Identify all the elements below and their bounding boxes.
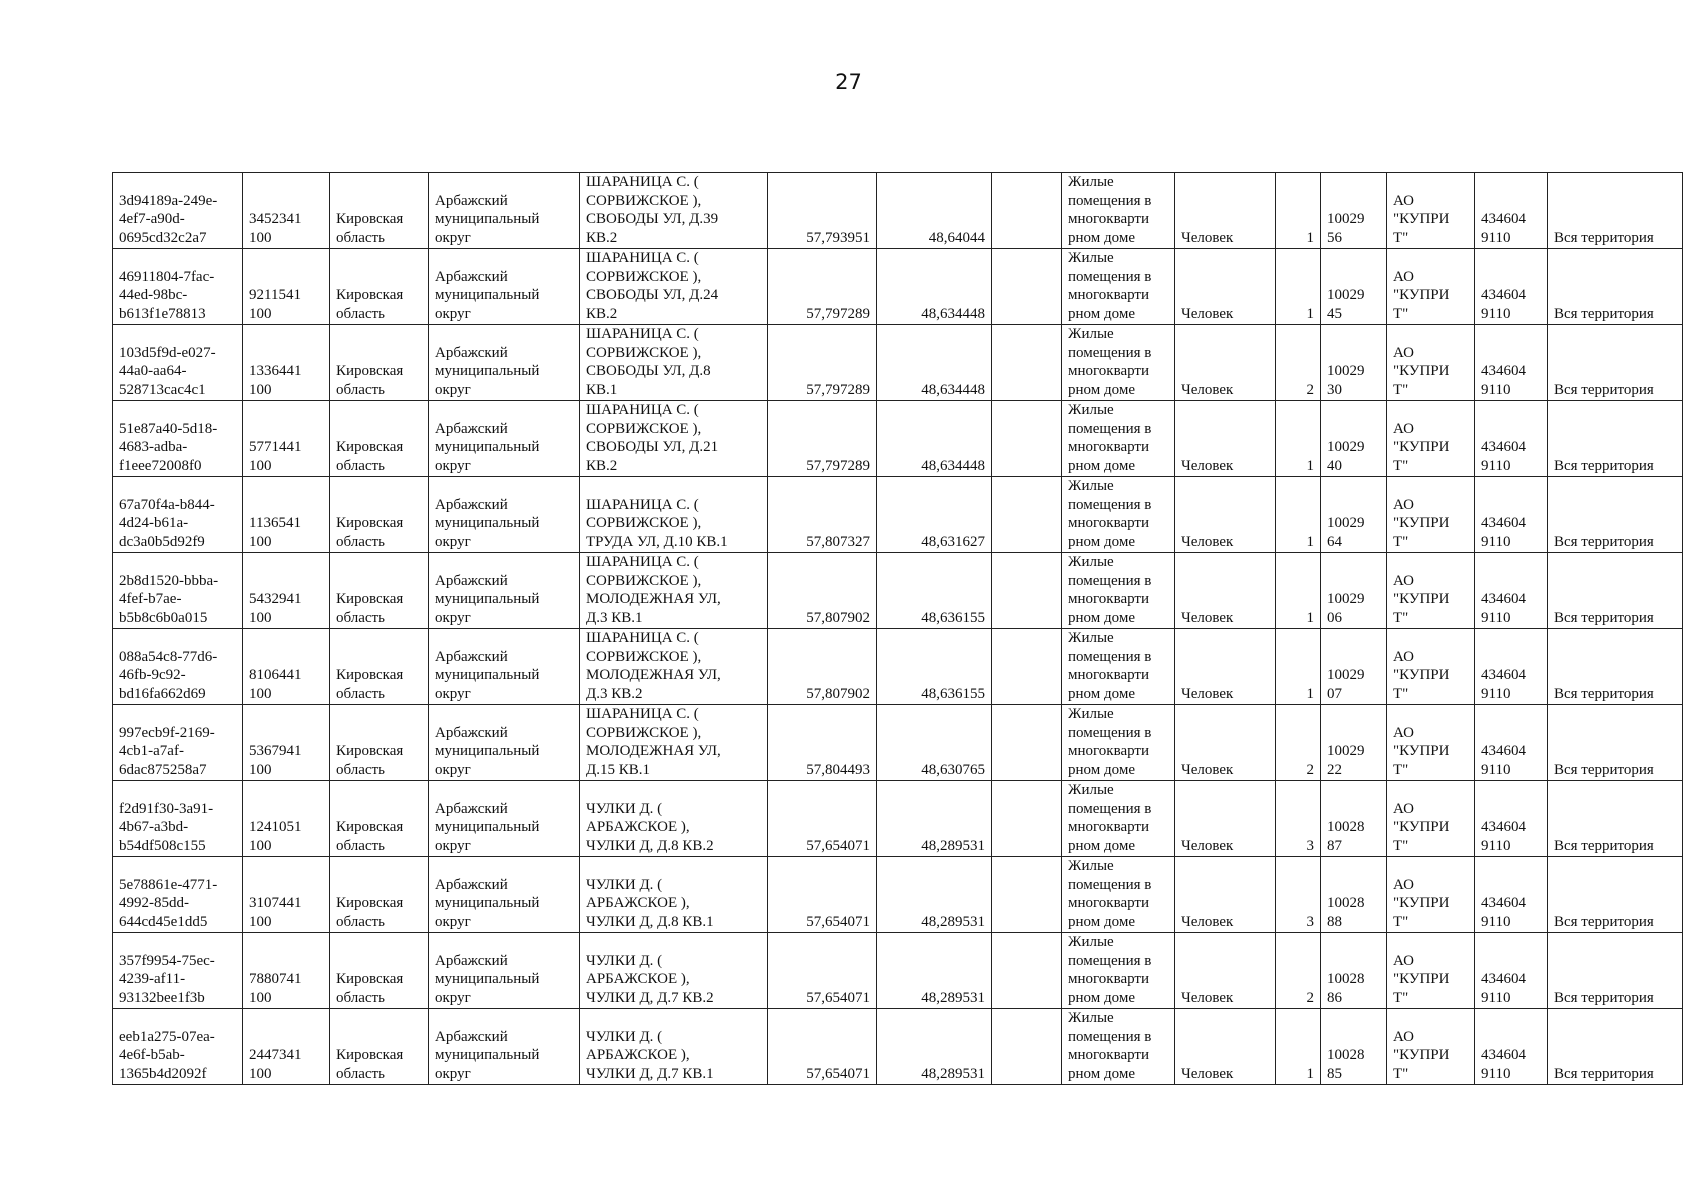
cell-unit: Человек xyxy=(1175,933,1276,1009)
cell-territory: Вся территория xyxy=(1548,173,1683,249)
cell-inn: 434604 9110 xyxy=(1475,705,1548,781)
cell-record-id: 088a54c8-77d6- 46fb-9c92- bd16fa662d69 xyxy=(113,629,243,705)
cell-longitude: 48,630765 xyxy=(877,705,992,781)
cell-region: Кировская область xyxy=(330,933,429,1009)
cell-premises-type: Жилые помещения в многокварти рном доме xyxy=(1062,325,1175,401)
cell-territory: Вся территория xyxy=(1548,325,1683,401)
cell-unit: Человек xyxy=(1175,173,1276,249)
cell-premises-type: Жилые помещения в многокварти рном доме xyxy=(1062,705,1175,781)
cell-region: Кировская область xyxy=(330,249,429,325)
cell-count: 2 xyxy=(1276,933,1321,1009)
cell-premises-type: Жилые помещения в многокварти рном доме xyxy=(1062,401,1175,477)
cell-organization: АО "КУПРИ Т" xyxy=(1387,857,1475,933)
cell-object-code: 7880741 100 xyxy=(243,933,330,1009)
cell-object-code: 8106441 100 xyxy=(243,629,330,705)
cell-code: 10029 40 xyxy=(1321,401,1387,477)
cell-inn: 434604 9110 xyxy=(1475,933,1548,1009)
table-row xyxy=(113,477,1683,553)
cell-premises-type: Жилые помещения в многокварти рном доме xyxy=(1062,553,1175,629)
cell-address: ЧУЛКИ Д. ( АРБАЖСКОЕ ), ЧУЛКИ Д, Д.7 КВ.1 xyxy=(580,1009,768,1085)
cell-code: 10028 88 xyxy=(1321,857,1387,933)
cell-address: ШАРАНИЦА С. ( СОРВИЖСКОЕ ), СВОБОДЫ УЛ, Д.21 КВ.2 xyxy=(580,401,768,477)
cell-latitude: 57,793951 xyxy=(768,173,877,249)
cell-territory: Вся территория xyxy=(1548,629,1683,705)
cell-premises-type: Жилые помещения в многокварти рном доме xyxy=(1062,933,1175,1009)
cell-empty-col xyxy=(992,173,1062,249)
cell-unit: Человек xyxy=(1175,325,1276,401)
cell-count: 2 xyxy=(1276,705,1321,781)
cell-latitude: 57,654071 xyxy=(768,933,877,1009)
cell-inn: 434604 9110 xyxy=(1475,325,1548,401)
cell-record-id: 51e87a40-5d18- 4683-adba- f1eee72008f0 xyxy=(113,401,243,477)
table-row xyxy=(113,629,1683,705)
cell-longitude: 48,289531 xyxy=(877,857,992,933)
cell-inn: 434604 9110 xyxy=(1475,401,1548,477)
cell-inn: 434604 9110 xyxy=(1475,1009,1548,1085)
cell-latitude: 57,807902 xyxy=(768,629,877,705)
cell-empty-col xyxy=(992,401,1062,477)
cell-address: ЧУЛКИ Д. ( АРБАЖСКОЕ ), ЧУЛКИ Д, Д.8 КВ.2 xyxy=(580,781,768,857)
cell-longitude: 48,64044 xyxy=(877,173,992,249)
cell-premises-type: Жилые помещения в многокварти рном доме xyxy=(1062,781,1175,857)
cell-district: Арбажский муниципальный округ xyxy=(429,553,580,629)
cell-code: 10028 85 xyxy=(1321,1009,1387,1085)
table-row xyxy=(113,1009,1683,1085)
cell-object-code: 5367941 100 xyxy=(243,705,330,781)
cell-territory: Вся территория xyxy=(1548,781,1683,857)
cell-address: ШАРАНИЦА С. ( СОРВИЖСКОЕ ), ТРУДА УЛ, Д.10 КВ.1 xyxy=(580,477,768,553)
cell-longitude: 48,631627 xyxy=(877,477,992,553)
cell-district: Арбажский муниципальный округ xyxy=(429,1009,580,1085)
cell-district: Арбажский муниципальный округ xyxy=(429,249,580,325)
cell-count: 2 xyxy=(1276,325,1321,401)
cell-organization: АО "КУПРИ Т" xyxy=(1387,173,1475,249)
cell-address: ШАРАНИЦА С. ( СОРВИЖСКОЕ ), МОЛОДЕЖНАЯ УЛ, Д.3 КВ.2 xyxy=(580,629,768,705)
cell-region: Кировская область xyxy=(330,1009,429,1085)
cell-territory: Вся территория xyxy=(1548,857,1683,933)
cell-unit: Человек xyxy=(1175,477,1276,553)
cell-object-code: 9211541 100 xyxy=(243,249,330,325)
cell-organization: АО "КУПРИ Т" xyxy=(1387,705,1475,781)
cell-territory: Вся территория xyxy=(1548,249,1683,325)
cell-object-code: 5432941 100 xyxy=(243,553,330,629)
cell-address: ШАРАНИЦА С. ( СОРВИЖСКОЕ ), СВОБОДЫ УЛ, Д.24 КВ.2 xyxy=(580,249,768,325)
cell-empty-col xyxy=(992,857,1062,933)
table-row xyxy=(113,249,1683,325)
cell-district: Арбажский муниципальный округ xyxy=(429,173,580,249)
cell-empty-col xyxy=(992,933,1062,1009)
cell-territory: Вся территория xyxy=(1548,553,1683,629)
cell-latitude: 57,804493 xyxy=(768,705,877,781)
cell-organization: АО "КУПРИ Т" xyxy=(1387,249,1475,325)
cell-region: Кировская область xyxy=(330,705,429,781)
cell-record-id: 2b8d1520-bbba- 4fef-b7ae- b5b8c6b0a015 xyxy=(113,553,243,629)
cell-record-id: 997ecb9f-2169- 4cb1-a7af- 6dac875258a7 xyxy=(113,705,243,781)
cell-organization: АО "КУПРИ Т" xyxy=(1387,325,1475,401)
cell-empty-col xyxy=(992,325,1062,401)
cell-empty-col xyxy=(992,1009,1062,1085)
table-row xyxy=(113,325,1683,401)
cell-latitude: 57,654071 xyxy=(768,1009,877,1085)
cell-object-code: 5771441 100 xyxy=(243,401,330,477)
cell-address: ЧУЛКИ Д. ( АРБАЖСКОЕ ), ЧУЛКИ Д, Д.7 КВ.2 xyxy=(580,933,768,1009)
cell-code: 10029 30 xyxy=(1321,325,1387,401)
cell-longitude: 48,634448 xyxy=(877,401,992,477)
cell-organization: АО "КУПРИ Т" xyxy=(1387,401,1475,477)
cell-region: Кировская область xyxy=(330,629,429,705)
cell-address: ШАРАНИЦА С. ( СОРВИЖСКОЕ ), СВОБОДЫ УЛ, Д.8 КВ.1 xyxy=(580,325,768,401)
cell-code: 10029 07 xyxy=(1321,629,1387,705)
cell-record-id: 46911804-7fac- 44ed-98bc- b613f1e78813 xyxy=(113,249,243,325)
cell-empty-col xyxy=(992,249,1062,325)
cell-district: Арбажский муниципальный округ xyxy=(429,705,580,781)
cell-address: ШАРАНИЦА С. ( СОРВИЖСКОЕ ), МОЛОДЕЖНАЯ УЛ, Д.3 КВ.1 xyxy=(580,553,768,629)
cell-region: Кировская область xyxy=(330,173,429,249)
cell-premises-type: Жилые помещения в многокварти рном доме xyxy=(1062,1009,1175,1085)
cell-code: 10029 56 xyxy=(1321,173,1387,249)
cell-unit: Человек xyxy=(1175,781,1276,857)
cell-territory: Вся территория xyxy=(1548,477,1683,553)
cell-code: 10028 86 xyxy=(1321,933,1387,1009)
cell-object-code: 2447341 100 xyxy=(243,1009,330,1085)
cell-record-id: 3d94189a-249e- 4ef7-a90d- 0695cd32c2a7 xyxy=(113,173,243,249)
cell-record-id: f2d91f30-3a91- 4b67-a3bd- b54df508c155 xyxy=(113,781,243,857)
page-number: 27 xyxy=(835,70,862,94)
cell-code: 10028 87 xyxy=(1321,781,1387,857)
cell-empty-col xyxy=(992,781,1062,857)
cell-organization: АО "КУПРИ Т" xyxy=(1387,629,1475,705)
cell-longitude: 48,634448 xyxy=(877,249,992,325)
cell-district: Арбажский муниципальный округ xyxy=(429,781,580,857)
table-row xyxy=(113,705,1683,781)
cell-address: ШАРАНИЦА С. ( СОРВИЖСКОЕ ), СВОБОДЫ УЛ, Д.39 КВ.2 xyxy=(580,173,768,249)
cell-code: 10029 22 xyxy=(1321,705,1387,781)
cell-organization: АО "КУПРИ Т" xyxy=(1387,553,1475,629)
cell-region: Кировская область xyxy=(330,325,429,401)
cell-count: 1 xyxy=(1276,173,1321,249)
cell-latitude: 57,654071 xyxy=(768,857,877,933)
cell-unit: Человек xyxy=(1175,1009,1276,1085)
cell-unit: Человек xyxy=(1175,401,1276,477)
cell-longitude: 48,289531 xyxy=(877,1009,992,1085)
cell-object-code: 1241051 100 xyxy=(243,781,330,857)
cell-latitude: 57,654071 xyxy=(768,781,877,857)
cell-empty-col xyxy=(992,705,1062,781)
cell-empty-col xyxy=(992,553,1062,629)
cell-inn: 434604 9110 xyxy=(1475,173,1548,249)
cell-longitude: 48,636155 xyxy=(877,553,992,629)
table-row xyxy=(113,401,1683,477)
cell-inn: 434604 9110 xyxy=(1475,477,1548,553)
cell-latitude: 57,797289 xyxy=(768,401,877,477)
cell-premises-type: Жилые помещения в многокварти рном доме xyxy=(1062,629,1175,705)
cell-longitude: 48,636155 xyxy=(877,629,992,705)
cell-territory: Вся территория xyxy=(1548,705,1683,781)
cell-address: ЧУЛКИ Д. ( АРБАЖСКОЕ ), ЧУЛКИ Д, Д.8 КВ.1 xyxy=(580,857,768,933)
cell-latitude: 57,797289 xyxy=(768,249,877,325)
registry-body xyxy=(113,173,1683,1085)
cell-count: 1 xyxy=(1276,629,1321,705)
cell-organization: АО "КУПРИ Т" xyxy=(1387,477,1475,553)
cell-count: 1 xyxy=(1276,249,1321,325)
cell-count: 1 xyxy=(1276,477,1321,553)
cell-record-id: 5e78861e-4771- 4992-85dd- 644cd45e1dd5 xyxy=(113,857,243,933)
table-row xyxy=(113,781,1683,857)
cell-object-code: 1136541 100 xyxy=(243,477,330,553)
cell-record-id: 357f9954-75ec- 4239-af11- 93132bee1f3b xyxy=(113,933,243,1009)
cell-district: Арбажский муниципальный округ xyxy=(429,325,580,401)
cell-latitude: 57,807902 xyxy=(768,553,877,629)
cell-organization: АО "КУПРИ Т" xyxy=(1387,1009,1475,1085)
cell-premises-type: Жилые помещения в многокварти рном доме xyxy=(1062,249,1175,325)
cell-inn: 434604 9110 xyxy=(1475,781,1548,857)
cell-inn: 434604 9110 xyxy=(1475,249,1548,325)
cell-unit: Человек xyxy=(1175,629,1276,705)
cell-region: Кировская область xyxy=(330,781,429,857)
cell-longitude: 48,289531 xyxy=(877,933,992,1009)
cell-record-id: 103d5f9d-e027- 44a0-aa64- 528713cac4c1 xyxy=(113,325,243,401)
cell-count: 1 xyxy=(1276,1009,1321,1085)
cell-latitude: 57,807327 xyxy=(768,477,877,553)
table-row xyxy=(113,857,1683,933)
cell-longitude: 48,289531 xyxy=(877,781,992,857)
table-row xyxy=(113,553,1683,629)
cell-record-id: 67a70f4a-b844- 4d24-b61a- dc3a0b5d92f9 xyxy=(113,477,243,553)
cell-district: Арбажский муниципальный округ xyxy=(429,857,580,933)
cell-count: 1 xyxy=(1276,401,1321,477)
cell-organization: АО "КУПРИ Т" xyxy=(1387,933,1475,1009)
cell-object-code: 1336441 100 xyxy=(243,325,330,401)
cell-code: 10029 64 xyxy=(1321,477,1387,553)
cell-organization: АО "КУПРИ Т" xyxy=(1387,781,1475,857)
cell-territory: Вся территория xyxy=(1548,933,1683,1009)
cell-district: Арбажский муниципальный округ xyxy=(429,401,580,477)
cell-count: 3 xyxy=(1276,857,1321,933)
cell-region: Кировская область xyxy=(330,477,429,553)
cell-latitude: 57,797289 xyxy=(768,325,877,401)
table-row xyxy=(113,173,1683,249)
cell-empty-col xyxy=(992,629,1062,705)
cell-region: Кировская область xyxy=(330,401,429,477)
cell-premises-type: Жилые помещения в многокварти рном доме xyxy=(1062,477,1175,553)
cell-territory: Вся территория xyxy=(1548,401,1683,477)
cell-code: 10029 06 xyxy=(1321,553,1387,629)
table-row xyxy=(113,933,1683,1009)
cell-district: Арбажский муниципальный округ xyxy=(429,629,580,705)
cell-unit: Человек xyxy=(1175,857,1276,933)
cell-inn: 434604 9110 xyxy=(1475,857,1548,933)
cell-territory: Вся территория xyxy=(1548,1009,1683,1085)
cell-empty-col xyxy=(992,477,1062,553)
registry-table xyxy=(112,172,1683,1085)
cell-count: 1 xyxy=(1276,553,1321,629)
cell-inn: 434604 9110 xyxy=(1475,629,1548,705)
cell-district: Арбажский муниципальный округ xyxy=(429,933,580,1009)
cell-record-id: eeb1a275-07ea- 4e6f-b5ab- 1365b4d2092f xyxy=(113,1009,243,1085)
cell-code: 10029 45 xyxy=(1321,249,1387,325)
cell-inn: 434604 9110 xyxy=(1475,553,1548,629)
cell-object-code: 3452341 100 xyxy=(243,173,330,249)
cell-object-code: 3107441 100 xyxy=(243,857,330,933)
cell-longitude: 48,634448 xyxy=(877,325,992,401)
cell-address: ШАРАНИЦА С. ( СОРВИЖСКОЕ ), МОЛОДЕЖНАЯ УЛ, Д.15 КВ.1 xyxy=(580,705,768,781)
cell-unit: Человек xyxy=(1175,249,1276,325)
cell-district: Арбажский муниципальный округ xyxy=(429,477,580,553)
cell-count: 3 xyxy=(1276,781,1321,857)
cell-unit: Человек xyxy=(1175,705,1276,781)
cell-premises-type: Жилые помещения в многокварти рном доме xyxy=(1062,857,1175,933)
cell-region: Кировская область xyxy=(330,857,429,933)
cell-region: Кировская область xyxy=(330,553,429,629)
cell-premises-type: Жилые помещения в многокварти рном доме xyxy=(1062,173,1175,249)
cell-unit: Человек xyxy=(1175,553,1276,629)
